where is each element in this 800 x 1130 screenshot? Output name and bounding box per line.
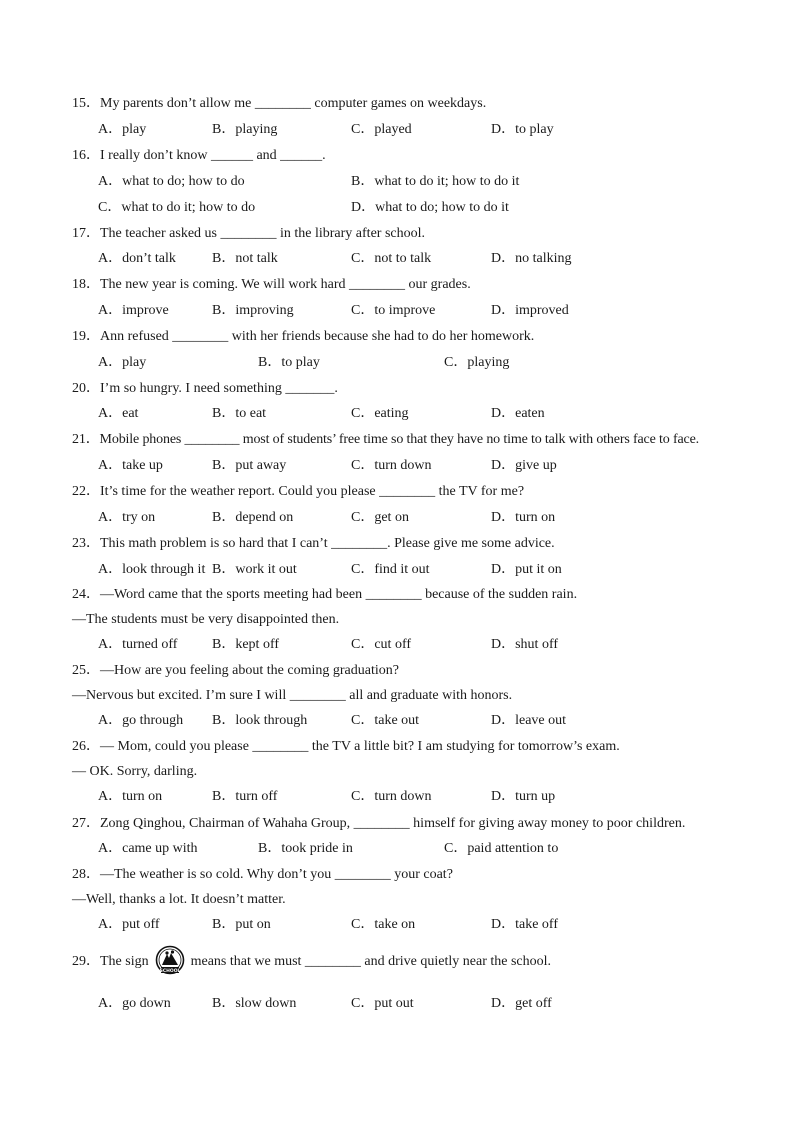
- option-c[interactable]: C．what to do it; how to do: [98, 200, 256, 215]
- question-15-stem: 15．My parents don’t allow me ________ computer games on weekdays.: [72, 96, 487, 111]
- question-29-stem: [72, 944, 800, 980]
- option-a[interactable]: A．go through: [98, 713, 184, 728]
- option-b[interactable]: B．not talk: [212, 251, 278, 266]
- option-a[interactable]: A．came up with: [98, 841, 198, 856]
- option-a[interactable]: A．play: [98, 122, 147, 137]
- option-a[interactable]: A．put off: [98, 917, 160, 932]
- option-c[interactable]: C．cut off: [351, 637, 412, 652]
- option-b[interactable]: B．look through: [212, 713, 308, 728]
- option-b[interactable]: B．kept off: [212, 637, 280, 652]
- question-29-stem-end: means that we must ________ and drive quietly near the school.: [190, 954, 552, 969]
- question-20-stem: 20．I’m so hungry. I need something _______.: [72, 381, 338, 396]
- option-c[interactable]: C．turn down: [351, 458, 432, 473]
- option-a[interactable]: A．what to do; how to do: [98, 174, 245, 189]
- question-17-stem: 17．The teacher asked us ________ in the library after school.: [72, 226, 426, 241]
- option-c[interactable]: C．turn down: [351, 789, 432, 804]
- option-b[interactable]: B．slow down: [212, 996, 297, 1011]
- option-d[interactable]: D．turn up: [491, 789, 556, 804]
- option-d[interactable]: D．what to do; how to do it: [351, 200, 509, 215]
- option-c[interactable]: C．get on: [351, 510, 409, 525]
- question-26-reply: — OK. Sorry, darling.: [72, 764, 198, 779]
- option-d[interactable]: D．eaten: [491, 406, 545, 421]
- option-b[interactable]: B．took pride in: [258, 841, 353, 856]
- option-d[interactable]: D．shut off: [491, 637, 559, 652]
- option-b[interactable]: B．work it out: [212, 562, 297, 577]
- question-24-stem: 24．—Word came that the sports meeting had been ________ because of the sudden rain.: [72, 587, 578, 602]
- question-28-reply: —Well, thanks a lot. It doesn’t matter.: [72, 892, 286, 907]
- option-a[interactable]: A．play: [98, 355, 147, 370]
- option-c[interactable]: C．to improve: [351, 303, 436, 318]
- question-29-stem-start: 29．The sign: [72, 954, 149, 969]
- option-a[interactable]: A．turn on: [98, 789, 163, 804]
- option-a[interactable]: A．turned off: [98, 637, 178, 652]
- option-d[interactable]: D．give up: [491, 458, 557, 473]
- option-d[interactable]: D．turn on: [491, 510, 556, 525]
- question-28-stem: 28．—The weather is so cold. Why don’t you ________ your coat?: [72, 867, 453, 882]
- option-d[interactable]: D．put it on: [491, 562, 562, 577]
- option-d[interactable]: D．get off: [491, 996, 552, 1011]
- option-d[interactable]: D．leave out: [491, 713, 567, 728]
- option-d[interactable]: D．to play: [491, 122, 554, 137]
- question-27-stem: 27．Zong Qinghou, Chairman of Wahaha Group, ________ himself for giving away money to poor children.: [72, 816, 686, 831]
- question-25-stem: 25．—How are you feeling about the coming graduation?: [72, 663, 399, 678]
- option-c[interactable]: C．paid attention to: [444, 841, 559, 856]
- option-d[interactable]: D．no talking: [491, 251, 572, 266]
- option-b[interactable]: B．what to do it; how to do it: [351, 174, 520, 189]
- option-b[interactable]: B．depend on: [212, 510, 294, 525]
- question-25-reply: —Nervous but excited. I’m sure I will ________ all and graduate with honors.: [72, 688, 513, 703]
- question-24-reply: —The students must be very disappointed then.: [72, 612, 340, 627]
- question-16-stem: 16．I really don’t know ______ and ______.: [72, 148, 326, 163]
- option-b[interactable]: B．playing: [212, 122, 278, 137]
- option-b[interactable]: B．put away: [212, 458, 287, 473]
- question-19-stem: 19．Ann refused ________ with her friends because she had to do her homework.: [72, 329, 535, 344]
- option-b[interactable]: B．to play: [258, 355, 320, 370]
- option-c[interactable]: C．not to talk: [351, 251, 432, 266]
- question-22-stem: 22．It’s time for the weather report. Could you please ________ the TV for me?: [72, 484, 525, 499]
- question-21-stem: 21．Mobile phones ________ most of students’ free time so that they have no time to talk with others face to face.: [72, 432, 700, 447]
- svg-text:SCHOOL: SCHOOL: [159, 968, 181, 974]
- option-c[interactable]: C．eating: [351, 406, 409, 421]
- option-a[interactable]: A．go down: [98, 996, 171, 1011]
- option-c[interactable]: C．take out: [351, 713, 420, 728]
- option-c[interactable]: C．put out: [351, 996, 414, 1011]
- school-zone-sign-icon: [155, 945, 185, 979]
- option-a[interactable]: A．don’t talk: [98, 251, 176, 266]
- question-26-stem: 26．— Mom, could you please ________ the TV a little bit? I am studying for tomorrow’s exam.: [72, 739, 620, 754]
- option-d[interactable]: D．improved: [491, 303, 569, 318]
- option-c[interactable]: C．playing: [444, 355, 510, 370]
- option-a[interactable]: A．eat: [98, 406, 139, 421]
- option-b[interactable]: B．put on: [212, 917, 271, 932]
- option-a[interactable]: A．improve: [98, 303, 169, 318]
- question-18-stem: 18．The new year is coming. We will work hard ________ our grades.: [72, 277, 471, 292]
- question-23-stem: 23．This math problem is so hard that I can’t ________. Please give me some advice.: [72, 536, 555, 551]
- option-c[interactable]: C．take on: [351, 917, 416, 932]
- option-b[interactable]: B．turn off: [212, 789, 278, 804]
- option-c[interactable]: C．played: [351, 122, 412, 137]
- option-c[interactable]: C．find it out: [351, 562, 430, 577]
- option-b[interactable]: B．improving: [212, 303, 294, 318]
- option-a[interactable]: A．look through it: [98, 562, 206, 577]
- option-a[interactable]: A．take up: [98, 458, 163, 473]
- option-a[interactable]: A．try on: [98, 510, 156, 525]
- option-d[interactable]: D．take off: [491, 917, 558, 932]
- option-b[interactable]: B．to eat: [212, 406, 267, 421]
